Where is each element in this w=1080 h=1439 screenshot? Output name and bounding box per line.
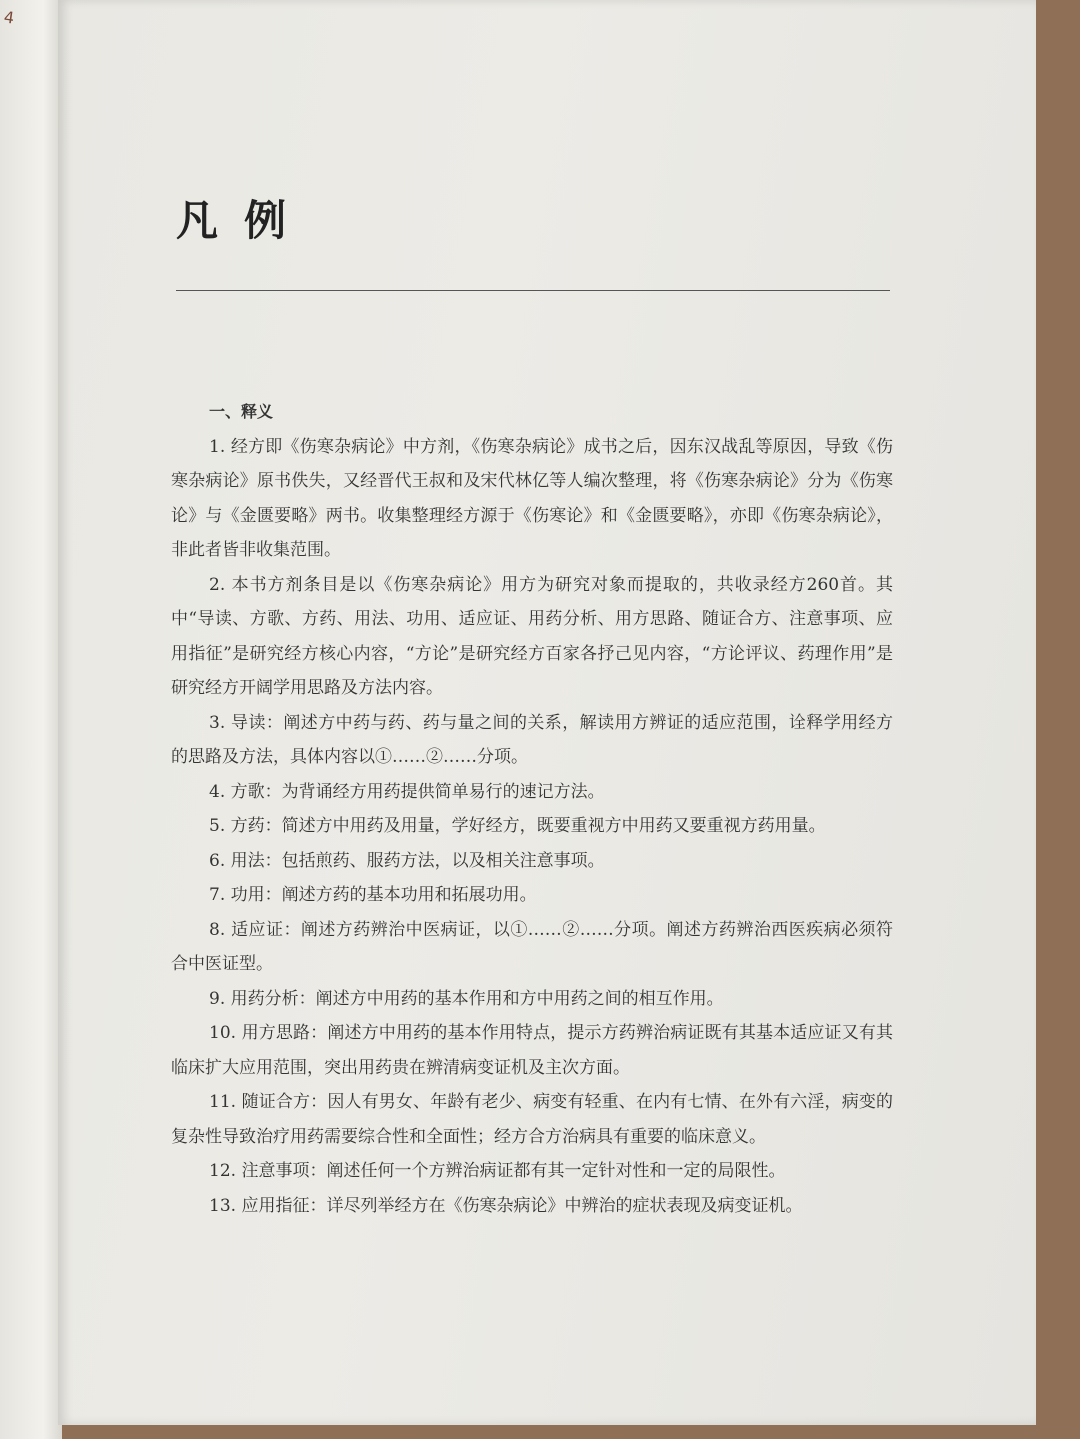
list-item: 2. 本书方剂条目是以《伤寒杂病论》用方为研究对象而提取的，共收录经方260首。其中“导读、方歌、方药、用法、功用、适应证、用药分析、用方思路、随证合方、注意事项、应用指征”是研究经方核心内容，“方论”是研究经方百家各抒己见内容，“方论评议、药理作用”是研究经方开阔学用思路及方法内容。 xyxy=(171,574,893,698)
page-title: 凡例 xyxy=(176,196,313,245)
list-item: 7. 功用：阐述方药的基本功用和拓展功用。 xyxy=(209,885,537,905)
page-content xyxy=(171,395,893,1223)
list-item: 13. 应用指征：详尽列举经方在《伤寒杂病论》中辨治的症状表现及病变证机。 xyxy=(209,1195,803,1216)
list-item: 11. 随证合方：因人有男女、年龄有老少、病变有轻重、在内有七情、在外有六淫，病变的复杂性导致治疗用药需要综合性和全面性；经方合方治病具有重要的临床意义。 xyxy=(171,1092,893,1147)
list-item: 5. 方药：简述方中用药及用量，学好经方，既要重视方中用药又要重视方药用量。 xyxy=(209,816,826,836)
left-page-edge xyxy=(0,0,62,1439)
list-item: 8. 适应证：阐述方药辨治中医病证，以①……②……分项。阐述方药辨治西医疾病必须符合中医证型。 xyxy=(171,919,893,974)
book-page xyxy=(58,0,1036,1425)
title-divider xyxy=(176,290,890,291)
list-item: 1. 经方即《伤寒杂病论》中方剂，《伤寒杂病论》成书之后，因东汉战乱等原因，导致《伤寒杂病论》原书佚失，又经晋代王叔和及宋代林亿等人编次整理，将《伤寒杂病论》分为《伤寒论》与《金匮要略》两书。收集整理经方源于《伤寒论》和《金匮要略》，亦即《伤寒杂病论》，非此者皆非收集范围。 xyxy=(171,436,893,560)
list-item: 4. 方歌：为背诵经方用药提供简单易行的速记方法。 xyxy=(209,781,605,802)
handwritten-mark: 4 xyxy=(2,7,16,28)
list-item: 3. 导读：阐述方中药与药、药与量之间的关系，解读用方辨证的适应范围，诠释学用经方的思路及方法，具体内容以①……②……分项。 xyxy=(171,712,893,767)
list-item: 12. 注意事项：阐述任何一个方辨治病证都有其一定针对性和一定的局限性。 xyxy=(209,1161,786,1181)
list-item: 9. 用药分析：阐述方中用药的基本作用和方中用药之间的相互作用。 xyxy=(209,988,724,1009)
section-heading: 一、释义 xyxy=(209,402,274,421)
list-item: 6. 用法：包括煎药、服药方法，以及相关注意事项。 xyxy=(209,850,605,871)
list-item: 10. 用方思路：阐述方中用药的基本作用特点，提示方药辨治病证既有其基本适应证又有其临床扩大应用范围，突出用药贵在辨清病变证机及主次方面。 xyxy=(171,1023,893,1078)
